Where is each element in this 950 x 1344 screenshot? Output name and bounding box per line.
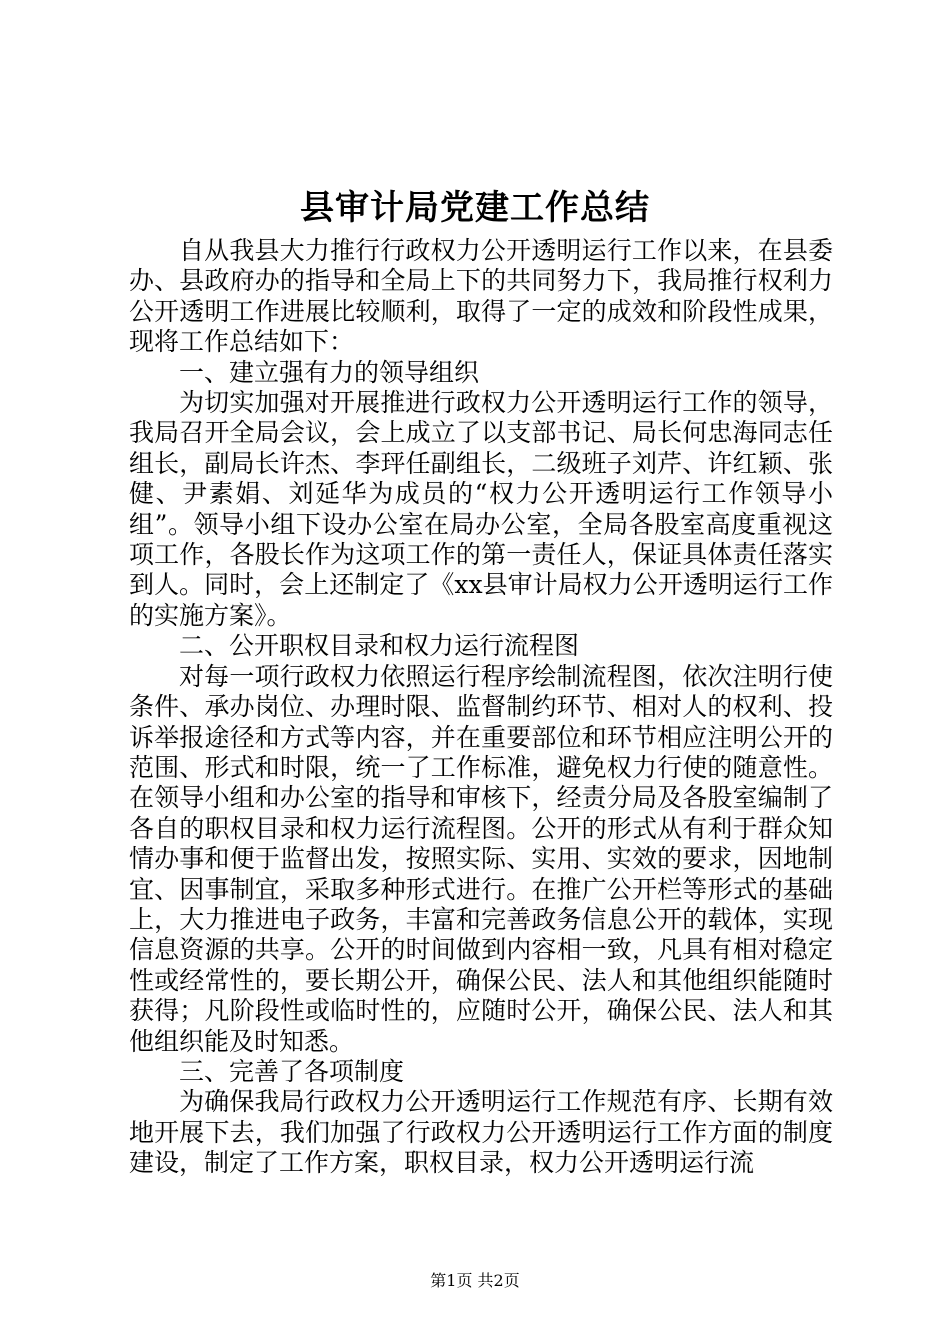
document-title: 县审计局党建工作总结: [300, 188, 650, 228]
intro-paragraph: 自从我县大力推行行政权力公开透明运行工作以来，在县委办、县政府办的指导和全局上下的共同努力下，我局推行权利力公开透明工作进展比较顺利，取得了一定的成效和阶段性成果，现将工作总结如下：: [129, 236, 833, 357]
section-heading-1: 一、建立强有力的领导组织: [179, 357, 480, 387]
document-body: [129, 236, 833, 1179]
section-heading-2: 二、公开职权目录和权力运行流程图: [179, 631, 580, 661]
page-footer: 第1页 共2页: [430, 1271, 520, 1290]
section-1-paragraph: 为切实加强对开展推进行政权力公开透明运行工作的领导，我局召开全局会议，会上成立了以支部书记、局长何忠海同志任组长，副局长许杰、李玶任副组长，二级班子刘芹、许红颖、张健、尹素娟、刘延华为成员的“权力公开透明运行工作领导小组”。领导小组下设办公室在局办公室，全局各股室高度重视这项工作，各股长作为这项工作的第一责任人，保证具体责任落实到人。同时，会上还制定了《xx县审计局权力公开透明运行工作的实施方案》。: [129, 388, 833, 630]
section-heading-3: 三、完善了各项制度: [179, 1056, 405, 1086]
section-2-paragraph: 对每一项行政权力依照运行程序绘制流程图，依次注明行使条件、承办岗位、办理时限、监督制约环节、相对人的权利、投诉举报途径和方式等内容，并在重要部位和环节相应注明公开的范围、形式和时限，统一了工作标准，避免权力行使的随意性。在领导小组和办公室的指导和审核下，经责分局及各股室编制了各自的职权目录和权力运行流程图。公开的形式从有利于群众知情办事和便于监督出发，按照实际、实用、实效的要求，因地制宜、因事制宜，采取多种形式进行。在推广公开栏等形式的基础上，大力推进电子政务，丰富和完善政务信息公开的载体，实现信息资源的共享。公开的时间做到内容相一致，凡具有相对稳定性或经常性的，要长期公开，确保公民、法人和其他组织能随时获得；凡阶段性或临时性的，应随时公开，确保公民、法人和其他组织能及时知悉。: [129, 661, 833, 1056]
section-3-paragraph: 为确保我局行政权力公开透明运行工作规范有序、长期有效地开展下去，我们加强了行政权力公开透明运行工作方面的制度建设，制定了工作方案，职权目录，权力公开透明运行流: [129, 1087, 833, 1178]
